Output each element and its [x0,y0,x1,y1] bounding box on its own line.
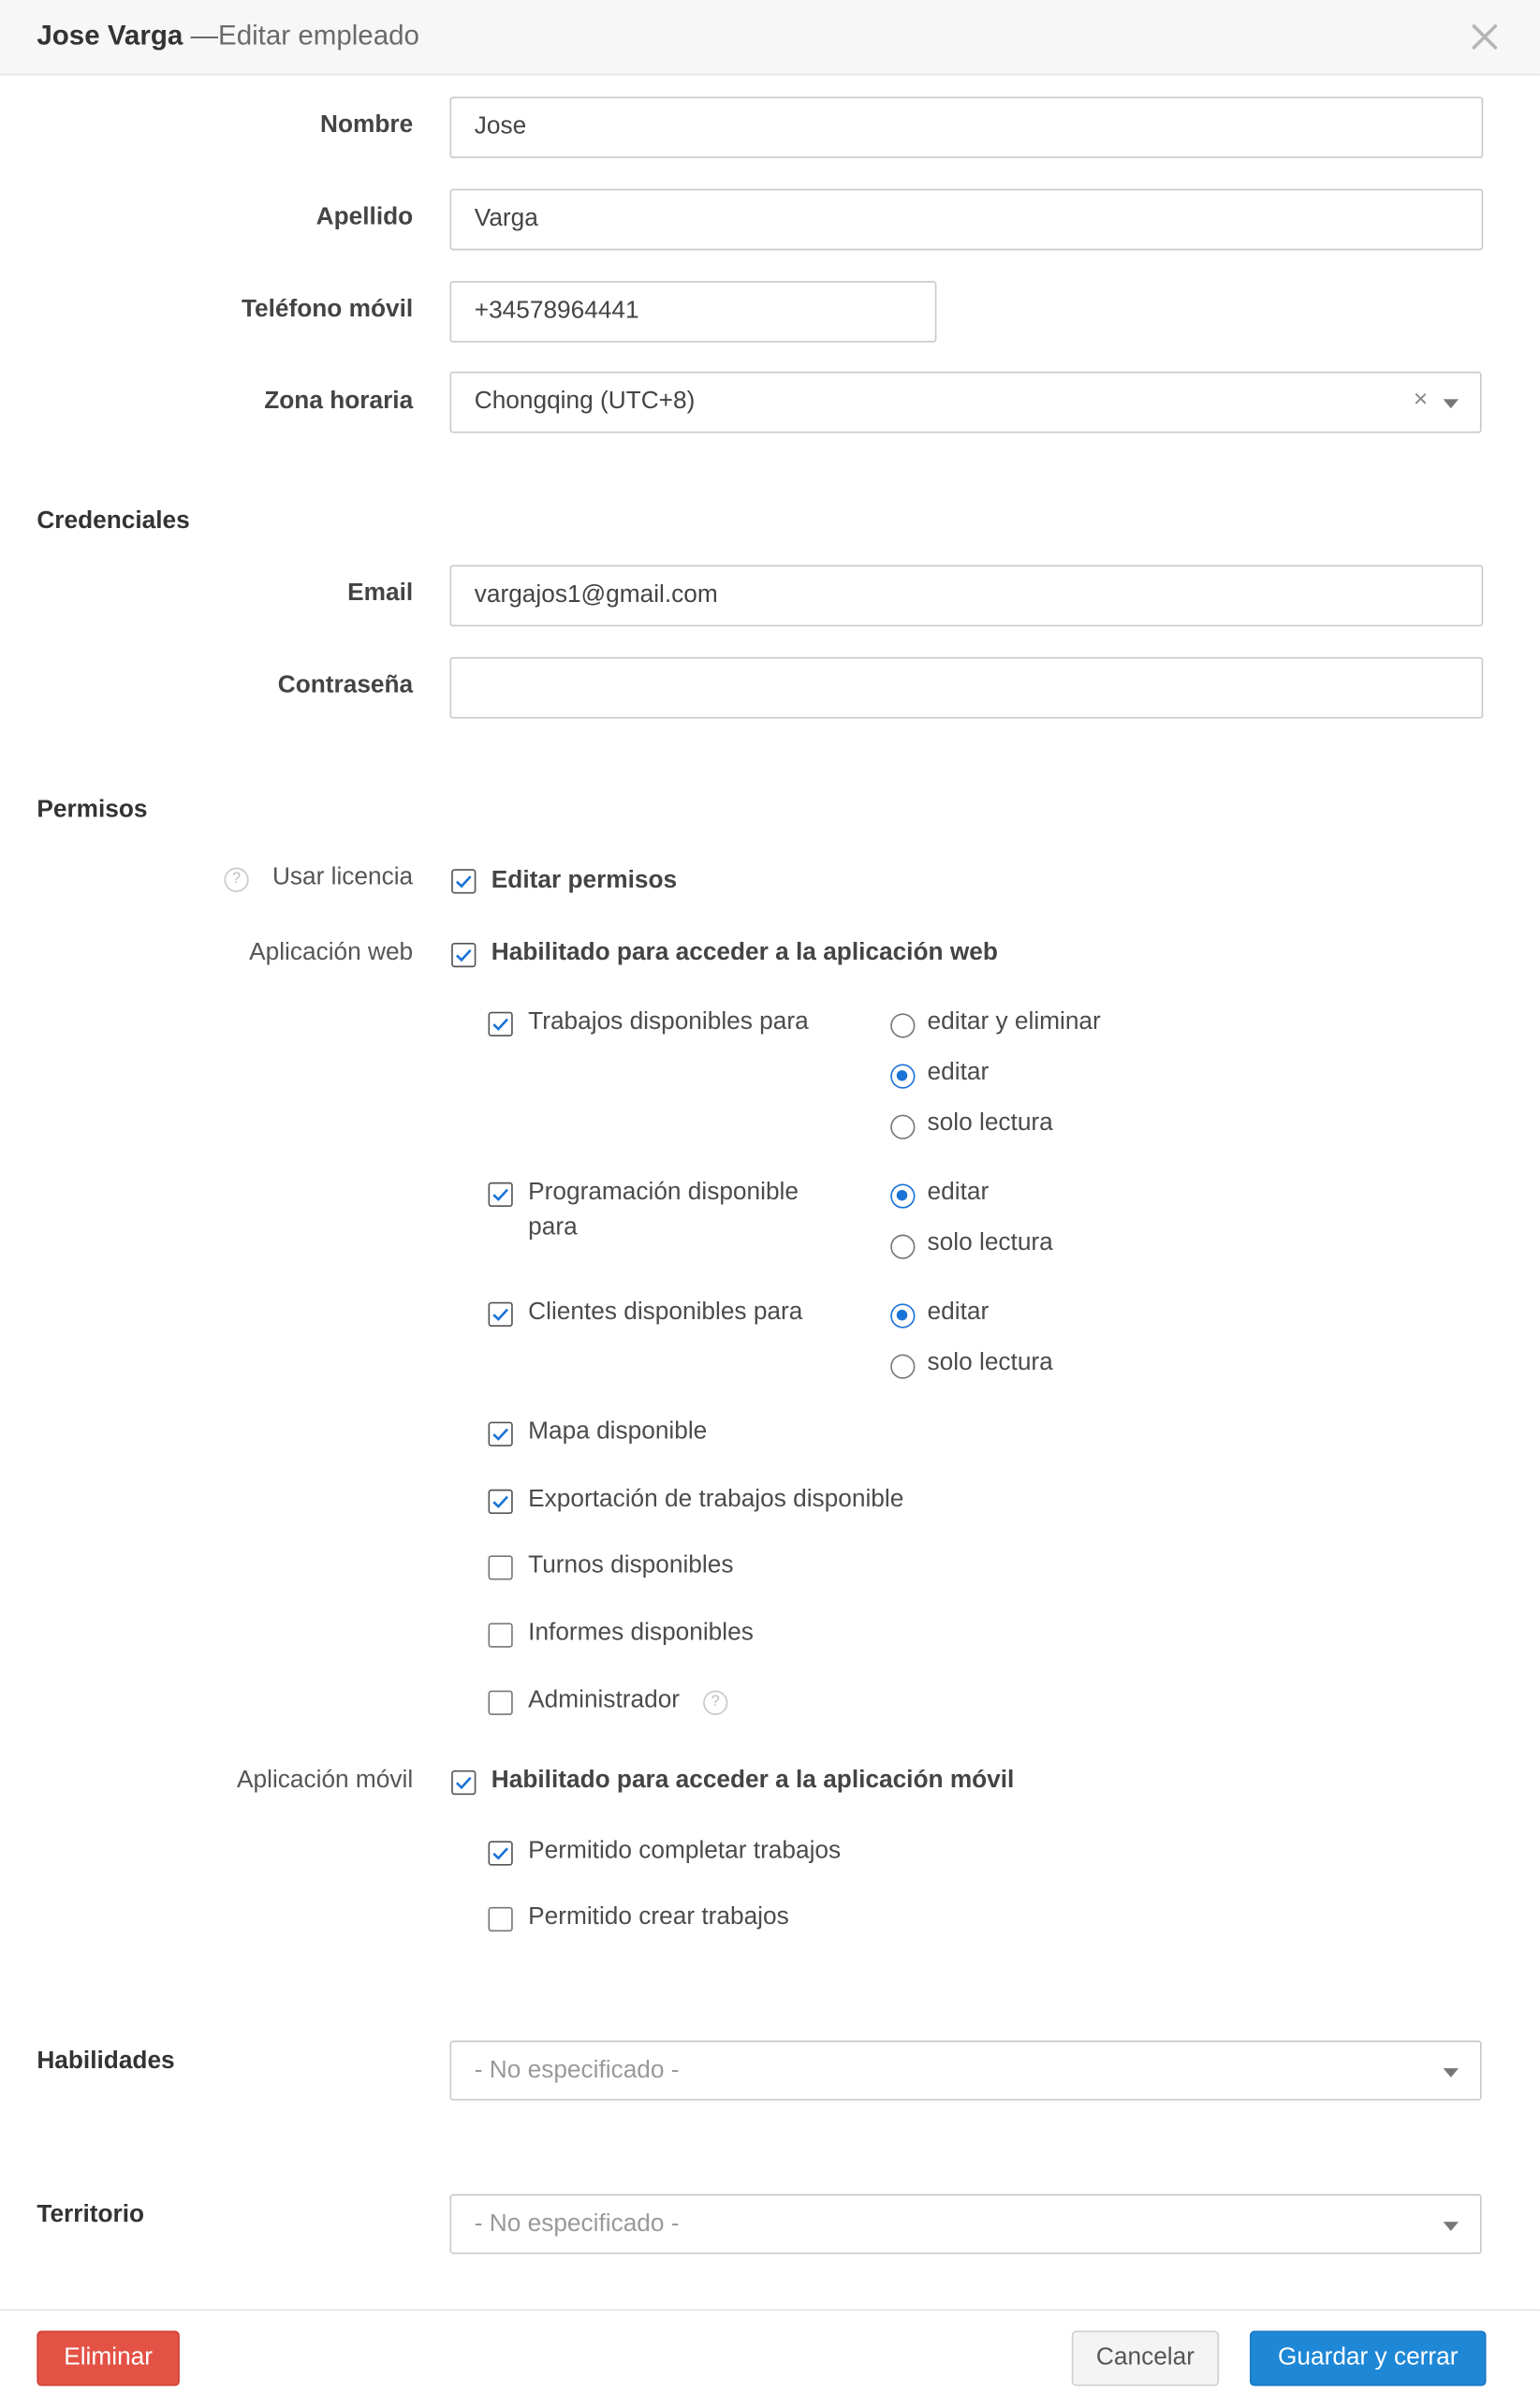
informes-label: Informes disponibles [528,1620,754,1647]
crear-trabajos-label: Permitido crear trabajos [528,1903,789,1931]
mobile-access-checkbox[interactable] [451,1770,476,1795]
credenciales-heading: Credenciales [37,507,190,535]
telefono-value: +34578964441 [474,298,639,325]
apellido-value: Varga [474,205,538,232]
turnos-label: Turnos disponibles [528,1552,734,1578]
trabajos-radio-editar[interactable] [890,1065,915,1089]
nombre-input[interactable] [450,96,1484,158]
programacion-radio-editar[interactable] [890,1183,915,1208]
check-icon [454,946,473,964]
save-and-close-button[interactable]: Guardar y cerrar [1250,2331,1487,2386]
apellido-input[interactable] [450,189,1484,251]
zona-horaria-value: Chongqing (UTC+8) [474,388,696,415]
usar-licencia-label: Usar licencia [271,864,414,891]
close-button[interactable] [1466,19,1503,55]
chevron-down-icon [1444,399,1459,408]
trabajos-option-label: editar y eliminar [927,1008,1101,1035]
password-input[interactable] [450,657,1484,719]
clear-icon[interactable]: × [1413,387,1429,414]
administrador-label: Administrador [528,1687,681,1714]
clientes-checkbox[interactable] [489,1302,513,1327]
territorio-placeholder: - No especificado - [474,2210,680,2237]
trabajos-radio-solo-lectura[interactable] [890,1115,915,1139]
mobile-access-label: Habilitado para acceder a la aplicación móvil [491,1767,1015,1794]
habilidades-select[interactable] [450,2041,1482,2101]
clientes-option-label: solo lectura [927,1349,1053,1376]
check-icon [454,873,473,891]
habilidades-label: Habilidades [37,2048,175,2075]
clientes-option-label: editar [927,1299,990,1326]
informes-checkbox[interactable] [489,1622,513,1647]
zona-horaria-select[interactable] [450,372,1482,433]
chevron-down-icon [1444,2222,1459,2231]
territorio-select[interactable] [450,2195,1482,2254]
help-icon[interactable]: ? [703,1691,727,1715]
crear-trabajos-checkbox[interactable] [489,1907,513,1931]
aplicacion-movil-label: Aplicación móvil [237,1767,414,1794]
trabajos-checkbox[interactable] [489,1012,513,1036]
programacion-radio-solo-lectura[interactable] [890,1235,915,1259]
cancel-button[interactable]: Cancelar [1072,2331,1219,2386]
check-icon [491,1015,510,1034]
check-icon [491,1305,510,1324]
trabajos-label: Trabajos disponibles para [528,1008,809,1035]
turnos-checkbox[interactable] [489,1555,513,1579]
editar-permisos-checkbox[interactable] [451,869,476,893]
check-icon [491,1425,510,1444]
zona-horaria-label: Zona horaria [264,388,414,415]
programacion-label: Programación disponible [528,1179,799,1206]
web-access-checkbox[interactable] [451,943,476,967]
check-icon [491,1185,510,1204]
close-icon [1466,19,1503,55]
password-label: Contraseña [277,672,414,699]
employee-name: Jose Varga [37,20,183,51]
programacion-option-label: editar [927,1179,990,1206]
telefono-input[interactable] [450,281,937,343]
email-label: Email [347,580,414,607]
clientes-label: Clientes disponibles para [528,1299,803,1326]
chevron-down-icon [1444,2068,1459,2078]
programacion-label-cont: para [528,1214,578,1241]
trabajos-option-label: editar [927,1059,990,1086]
email-value: vargajos1@gmail.com [474,581,718,609]
nombre-label: Nombre [320,111,414,139]
email-input[interactable] [450,565,1484,627]
dialog-title [37,20,419,51]
programacion-checkbox[interactable] [489,1182,513,1207]
trabajos-radio-editar-eliminar[interactable] [890,1013,915,1037]
trabajos-option-label: solo lectura [927,1109,1053,1137]
editar-permisos-label: Editar permisos [491,867,678,894]
exportacion-label: Exportación de trabajos disponible [528,1486,904,1513]
programacion-option-label: solo lectura [927,1229,1053,1256]
clientes-radio-solo-lectura[interactable] [890,1354,915,1378]
check-icon [491,1844,510,1863]
check-icon [491,1492,510,1511]
habilidades-placeholder: - No especificado - [474,2056,680,2083]
territorio-label: Territorio [37,2201,145,2228]
completar-trabajos-checkbox[interactable] [489,1841,513,1865]
nombre-value: Jose [474,113,527,140]
mapa-label: Mapa disponible [528,1418,708,1446]
administrador-checkbox[interactable] [489,1691,513,1715]
delete-button[interactable]: Eliminar [37,2331,180,2386]
web-access-label: Habilitado para acceder a la aplicación web [491,939,998,966]
aplicacion-web-label: Aplicación web [249,939,414,966]
completar-trabajos-label: Permitido completar trabajos [528,1838,842,1864]
clientes-radio-editar[interactable] [890,1303,915,1328]
footer-divider [0,2310,1540,2312]
mapa-checkbox[interactable] [489,1422,513,1446]
check-icon [454,1773,473,1792]
telefono-label: Teléfono móvil [241,296,414,323]
exportacion-checkbox[interactable] [489,1490,513,1514]
apellido-label: Apellido [315,204,414,230]
help-icon[interactable]: ? [224,868,248,892]
dialog-subtitle: —Editar empleado [190,20,420,51]
permisos-heading: Permisos [37,797,148,824]
